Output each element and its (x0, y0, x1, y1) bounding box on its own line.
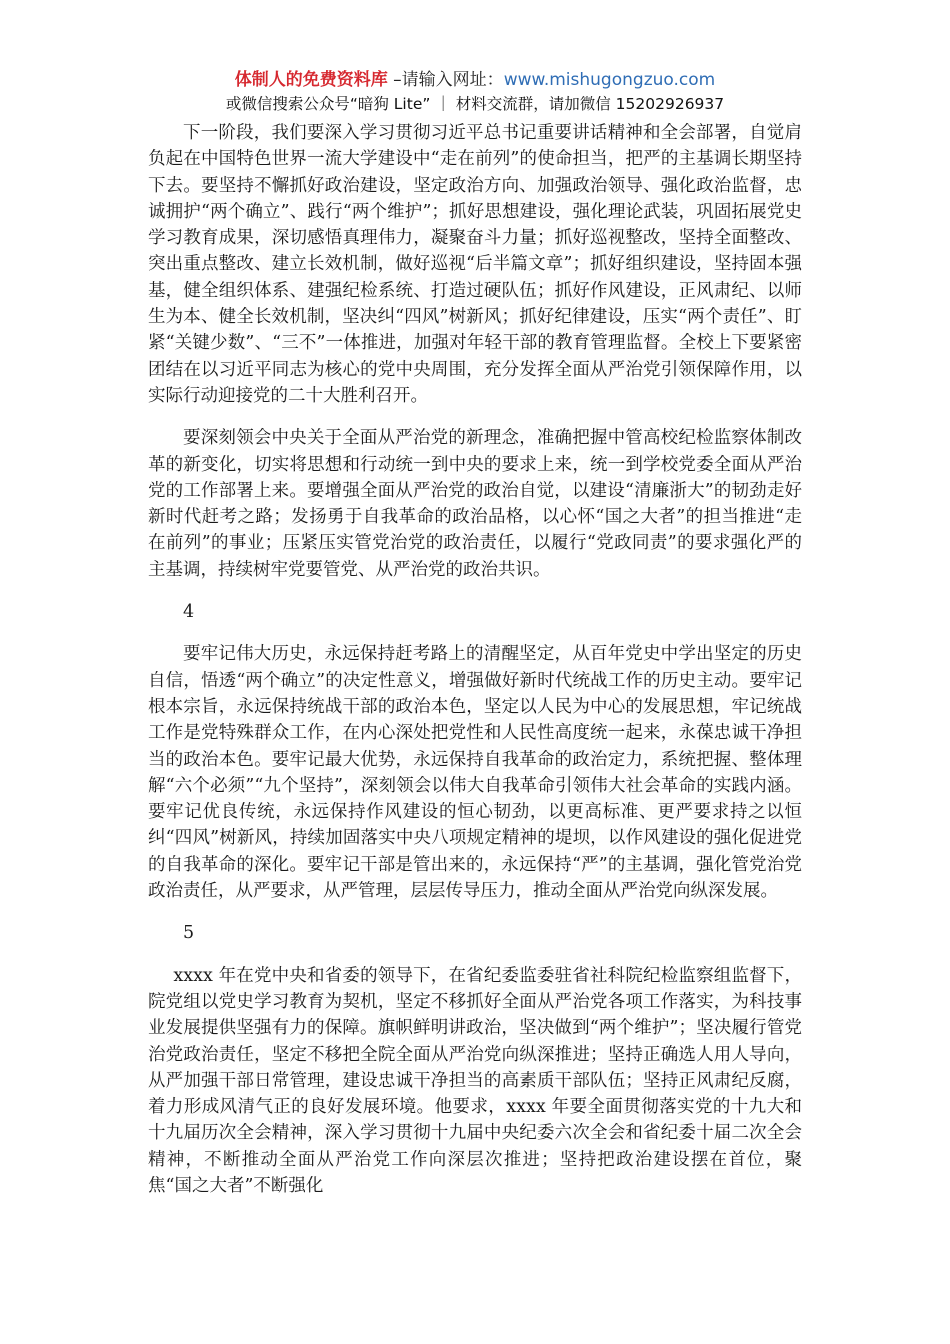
header-prompt: –请输入网址： (387, 70, 504, 90)
paragraph-1: 下一阶段，我们要深入学习贯彻习近平总书记重要讲话精神和全会部署，自觉肩负起在中国特色世界一流大学建设中“走在前列”的使命担当，把严的主基调长期坚持下去。要坚持不懈抓好政治建设，坚定政治方向、加强政治领导、强化政治监督，忠诚拥护“两个确立”、践行“两个维护”；抓好思想建设，强化理论武装，巩固拓展党史学习教育成果，深切感悟真理伟力，凝聚奋斗力量；抓好巡视整改，坚持全面整改、突出重点整改、建立长效机制，做好巡视“后半篇文章”；抓好组织建设，坚持固本强基，健全组织体系、建强纪检系统、打造过硬队伍；抓好作风建设，正风肃纪、以师生为本、健全长效机制，坚决纠“四风”树新风；抓好纪律建设，压实“两个责任”、盯紧“关键少数”、“三不”一体推进，加强对年轻干部的教育管理监督。全校上下要紧密团结在以习近平同志为核心的党中央周围，充分发挥全面从严治党引领保障作用，以实际行动迎接党的二十大胜利召开。 (148, 123, 802, 406)
paragraph-2: 要深刻领会中央关于全面从严治党的新理念，准确把握中管高校纪检监察体制改革的新变化，切实将思想和行动统一到中央的要求上来，统一到学校党委全面从严治党的工作部署上来。要增强全面从严治党的政治自觉，以建设“清廉浙大”的韧劲走好新时代赶考之路；发扬勇于自我革命的政治品格，以心怀“国之大者”的担当推进“走在前列”的事业；压紧压实管党治党的政治责任，以履行“党政同责”的要求强化严的主基调，持续树牢党要管党、从严治党的政治共识。 (148, 428, 802, 580)
header-line-1 (0, 68, 950, 92)
header-url-link[interactable]: www.mishugongzuo.com (503, 70, 716, 90)
document-body (148, 120, 802, 1215)
paragraph-4: xxxx 年在党中央和省委的领导下，在省纪委监委驻省社科院纪检监察组监督下，院党组以党史学习教育为契机，坚定不移抓好全面从严治党各项工作落实，为科技事业发展提供坚强有力的保障。旗帜鲜明讲政治，坚决做到“两个维护”；坚决履行管党治党政治责任，坚定不移把全院全面从严治党向纵深推进；坚持正确选人用人导向，从严加强干部日常管理，建设忠诚干净担当的高素质干部队伍；坚持正风肃纪反腐，着力形成风清气正的良好发展环境。他要求，xxxx 年要全面贯彻落实党的十九大和十九届历次全会精神，深入学习贯彻十九届中央纪委六次全会和省纪委十届二次全会精神，不断推动全面从严治党工作向深层次推进；坚持把政治建设摆在首位，聚焦“国之大者”不断强化 (148, 965, 802, 1196)
header-brand: 体制人的免费资料库 (234, 70, 388, 90)
section-number-4: 4 (183, 602, 195, 623)
section-number-5: 5 (183, 923, 195, 944)
page-header (0, 68, 950, 116)
paragraph-3: 要牢记伟大历史，永远保持赶考路上的清醒坚定，从百年党史中学出坚定的历史自信，悟透“两个确立”的决定性意义，增强做好新时代统战工作的历史主动。要牢记根本宗旨，永远保持统战干部的政治本色，坚定以人民为中心的发展思想，牢记统战工作是党特殊群众工作，在内心深处把党性和人民性高度统一起来，永葆忠诚干净担当的政治本色。要牢记最大优势，永远保持自我革命的政治定力，系统把握、整体理解“六个必须”“九个坚持”，深刻领会以伟大自我革命引领伟大社会革命的实践内涵。要牢记优良传统，永远保持作风建设的恒心韧劲，以更高标准、更严要求持之以恒纠“四风”树新风，持续加固落实中央八项规定精神的堤坝，以作风建设的强化促进党的自我革命的深化。要牢记干部是管出来的，永远保持“严”的主基调，强化管党治党政治责任，从严要求，从严管理，层层传导压力，推动全面从严治党向纵深发展。 (148, 644, 802, 902)
header-line-2: 或微信搜索公众号“暗狗 Lite” ｜ 材料交流群，请加微信 15202926937 (225, 95, 725, 113)
